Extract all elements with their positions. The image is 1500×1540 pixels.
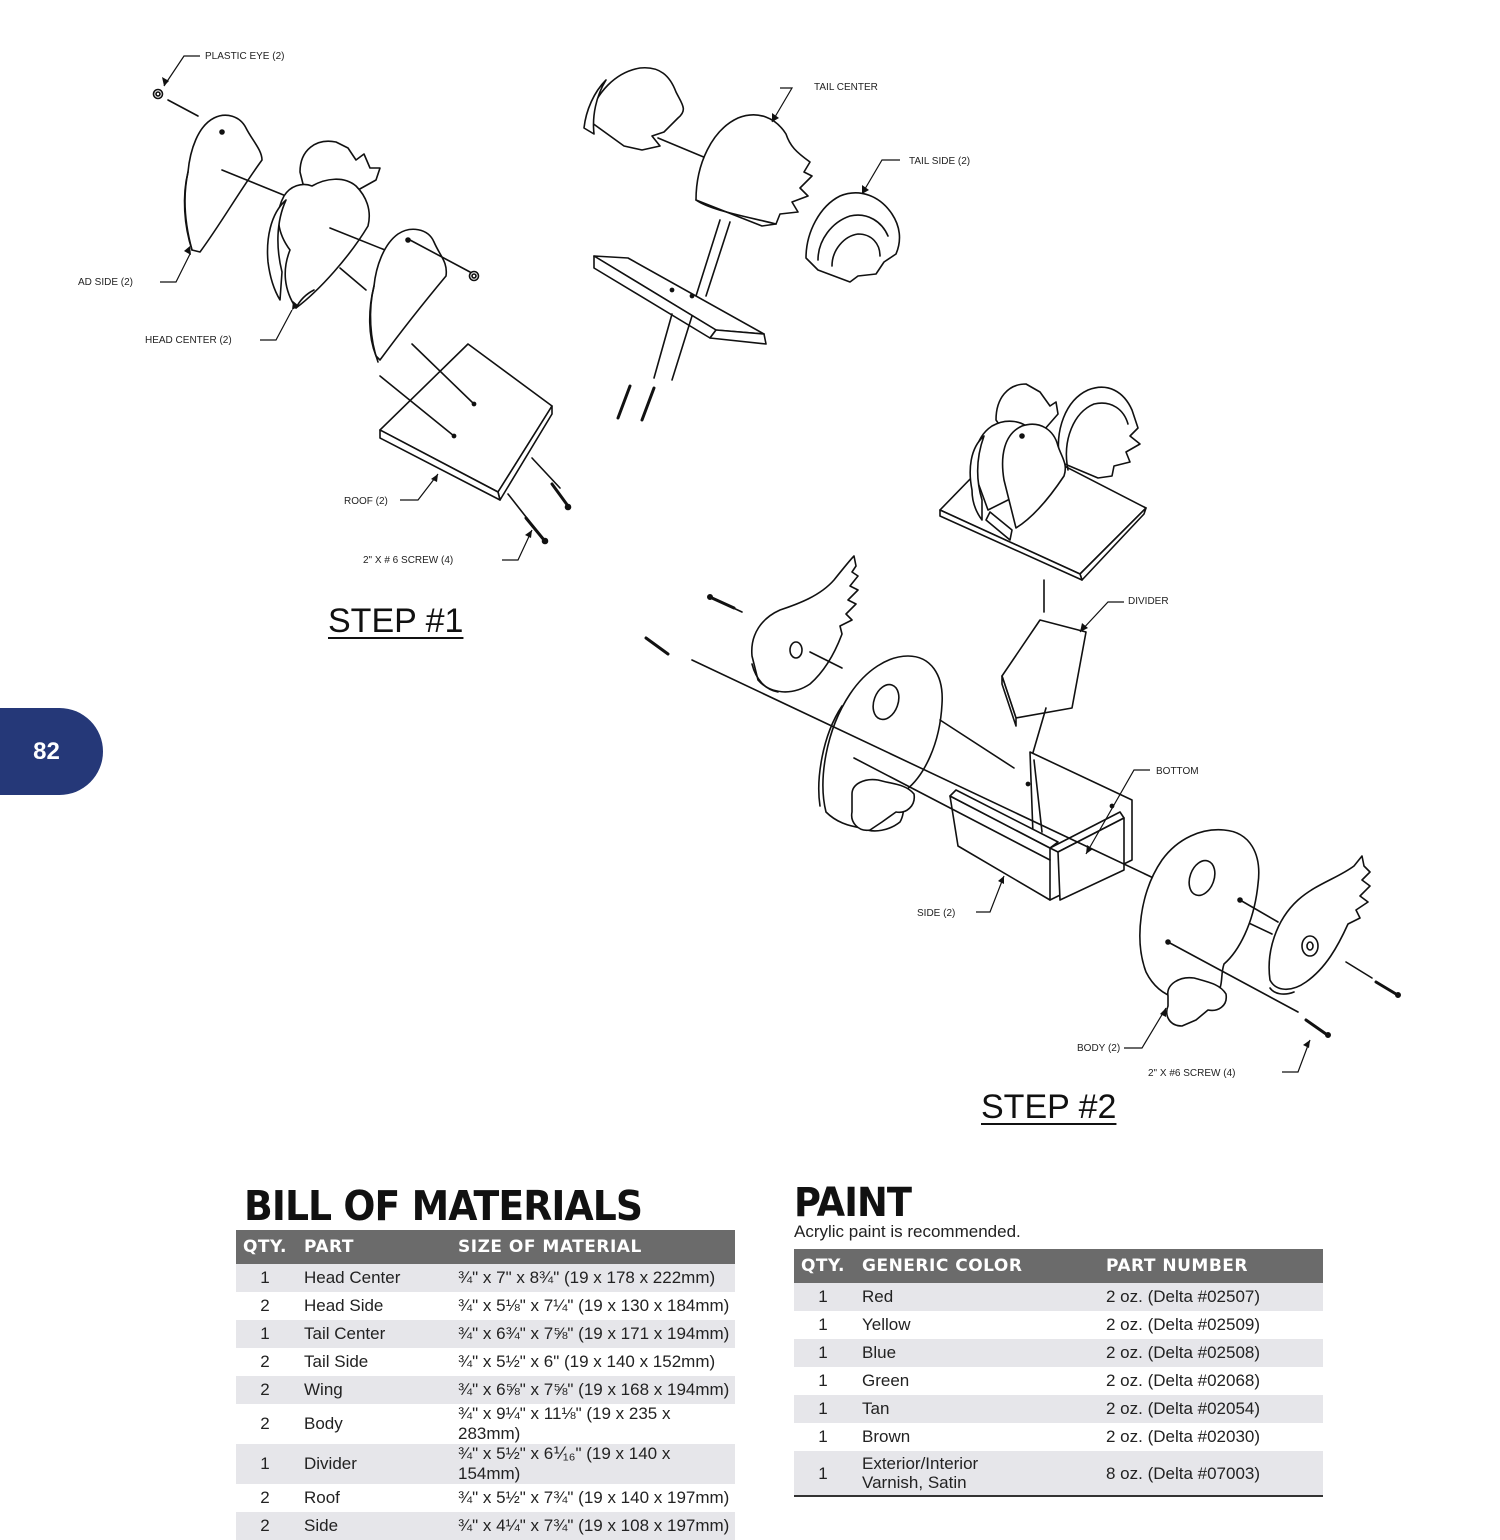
paint-part-number-cell: 2 oz. (Delta #02509) [1098,1311,1323,1339]
page-number: 82 [33,737,60,765]
bom-qty-cell: 2 [236,1292,294,1320]
bom-qty-cell: 2 [236,1348,294,1376]
bom-qty-cell: 1 [236,1320,294,1348]
label-roof: ROOF (2) [344,496,388,507]
plastic-eye-left [154,90,163,99]
paint-color-cell [852,1451,1098,1496]
label-head-center: HEAD CENTER (2) [145,335,232,346]
bom-header-row [236,1230,735,1264]
screw-wing-left [708,595,734,608]
paint-col-qty: QTY. [794,1249,852,1283]
paint-row [794,1423,1323,1451]
label-tail-side: TAIL SIDE (2) [909,156,971,167]
bom-part-cell: Tail Side [294,1348,452,1376]
bom-size-cell: ¾" x 5⅛" x 7¼" (19 x 130 x 184mm) [452,1292,735,1320]
paint-color-line1: Exterior/Interior [862,1454,979,1473]
bom-qty-cell: 1 [236,1444,294,1484]
paint-qty-cell: 1 [794,1311,852,1339]
bom-row [236,1444,735,1484]
paint-color-cell: Green [852,1367,1098,1395]
paint-qty-cell: 1 [794,1451,852,1496]
paint-row [794,1283,1323,1311]
paint-color-line2: Varnish, Satin [862,1473,967,1492]
bom-heading: BILL OF MATERIALS [244,1182,643,1230]
screws-tail [618,386,654,420]
paint-col-part-number: PART NUMBER [1098,1249,1323,1283]
bom-size-cell: ¾" x 5½" x 6⅟₁₆" (19 x 140 x 154mm) [452,1444,735,1484]
paint-part-number-cell: 2 oz. (Delta #02507) [1098,1283,1323,1311]
bom-row [236,1320,735,1348]
bom-part-cell: Body [294,1404,452,1444]
head-center-part [268,141,380,308]
bom-qty-cell: 2 [236,1484,294,1512]
bom-part-cell: Head Center [294,1264,452,1292]
paint-qty-cell: 1 [794,1367,852,1395]
body-right-part [1140,830,1259,1026]
bom-col-qty: QTY. [236,1230,294,1264]
bom-row [236,1376,735,1404]
label-screw-step2: 2" X #6 SCREW (4) [1148,1068,1236,1079]
bom-qty-cell: 2 [236,1404,294,1444]
label-head-side: AD SIDE (2) [78,277,134,288]
step2-title: STEP #2 [981,1088,1117,1126]
page-number-tab [0,708,103,795]
roof-part [380,344,552,500]
bom-row [236,1404,735,1444]
assembled-head-roof [940,384,1146,580]
paint-table [794,1249,1323,1497]
label-side: SIDE (2) [917,908,956,919]
bom-row [236,1264,735,1292]
tail-side-part [806,193,899,282]
paint-color-cell: Blue [852,1339,1098,1367]
bom-row [236,1484,735,1512]
bom-part-cell: Tail Center [294,1320,452,1348]
paint-color-cell: Red [852,1283,1098,1311]
paint-row [794,1311,1323,1339]
label-bottom: BOTTOM [1156,766,1199,777]
bom-size-cell: ¾" x 6¾" x 7⅝" (19 x 171 x 194mm) [452,1320,735,1348]
tail-center-main-part [696,115,812,226]
paint-subtitle: Acrylic paint is recommended. [794,1222,1021,1241]
bom-qty-cell: 2 [236,1512,294,1540]
label-tail-center: TAIL CENTER [814,82,878,93]
tail-base-part [594,256,766,344]
bom-part-cell: Divider [294,1444,452,1484]
paint-heading: PAINT [794,1180,912,1226]
paint-row [794,1395,1323,1423]
paint-color-cell: Tan [852,1395,1098,1423]
screws-step2 [1306,982,1400,1037]
divider-part [1002,620,1086,726]
bom-size-cell: ¾" x 6⅝" x 7⅝" (19 x 168 x 194mm) [452,1376,735,1404]
bom-col-part: PART [294,1230,452,1264]
paint-part-number-cell: 2 oz. (Delta #02068) [1098,1367,1323,1395]
bom-part-cell: Head Side [294,1292,452,1320]
paint-qty-cell: 1 [794,1395,852,1423]
bom-body [236,1264,735,1540]
paint-header-row [794,1249,1323,1283]
paint-color-cell: Brown [852,1423,1098,1451]
paint-row-varnish [794,1451,1323,1496]
bom-qty-cell: 1 [236,1264,294,1292]
paint-part-number-cell: 8 oz. (Delta #07003) [1098,1451,1323,1496]
paint-row [794,1367,1323,1395]
head-side-left-part [185,115,262,252]
bom-col-size: SIZE OF MATERIAL [452,1230,735,1264]
paint-part-number-cell: 2 oz. (Delta #02508) [1098,1339,1323,1367]
bom-table [236,1230,735,1540]
wing-left-part [752,556,858,692]
label-screw-step1: 2" X # 6 SCREW (4) [363,555,454,566]
bom-size-cell: ¾" x 5½" x 6" (19 x 140 x 152mm) [452,1348,735,1376]
label-body: BODY (2) [1077,1043,1121,1054]
body-left-part [819,656,942,831]
tail-center-part [584,68,683,150]
paint-row [794,1339,1323,1367]
paint-part-number-cell: 2 oz. (Delta #02054) [1098,1395,1323,1423]
bom-size-cell: ¾" x 9¼" x 11⅛" (19 x 235 x 283mm) [452,1404,735,1444]
paint-qty-cell: 1 [794,1283,852,1311]
paint-body [794,1283,1323,1496]
bom-part-cell: Side [294,1512,452,1540]
bom-size-cell: ¾" x 4¼" x 7¾" (19 x 108 x 197mm) [452,1512,735,1540]
paint-part-number-cell: 2 oz. (Delta #02030) [1098,1423,1323,1451]
bom-row [236,1292,735,1320]
paint-qty-cell: 1 [794,1423,852,1451]
label-divider: DIVIDER [1128,596,1169,607]
bom-part-cell: Wing [294,1376,452,1404]
bom-row [236,1348,735,1376]
bom-part-cell: Roof [294,1484,452,1512]
wing-right-part [1269,856,1370,994]
bom-size-cell: ¾" x 5½" x 7¾" (19 x 140 x 197mm) [452,1484,735,1512]
plastic-eye-right [470,272,479,281]
paint-qty-cell: 1 [794,1339,852,1367]
label-plastic-eye: PLASTIC EYE (2) [205,51,285,62]
paint-color-cell: Yellow [852,1311,1098,1339]
paint-col-color: GENERIC COLOR [852,1249,1098,1283]
screws-step1 [526,484,571,544]
bom-row [236,1512,735,1540]
step1-title: STEP #1 [328,602,464,640]
bom-qty-cell: 2 [236,1376,294,1404]
bom-size-cell: ¾" x 7" x 8¾" (19 x 178 x 222mm) [452,1264,735,1292]
